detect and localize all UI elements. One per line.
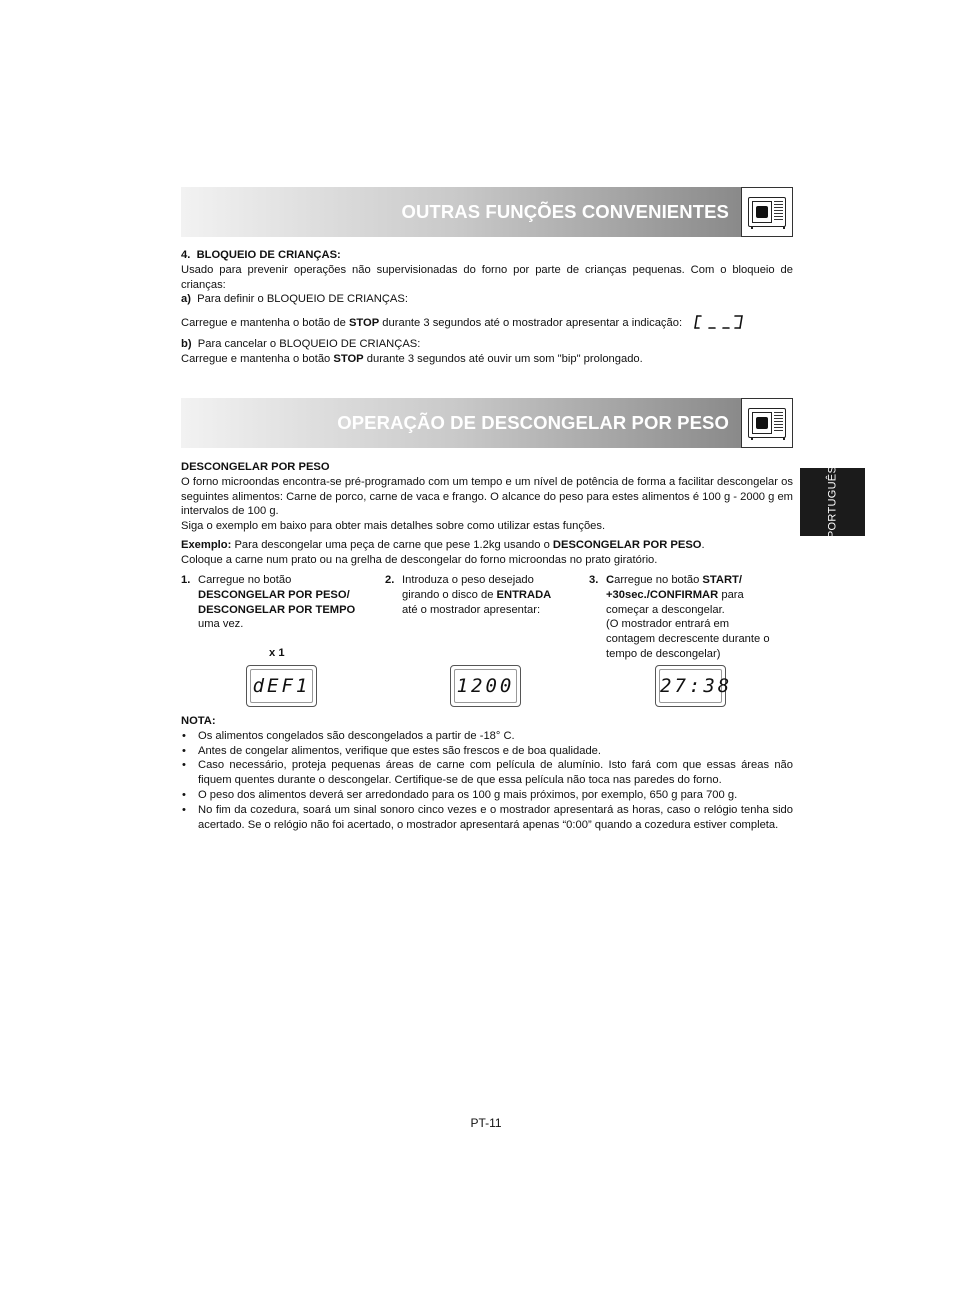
section-title: OPERAÇÃO DE DESCONGELAR POR PESO — [337, 412, 729, 433]
note-item: • Antes de congelar alimentos, verifique que estes são frescos e de boa qualidade. — [181, 744, 793, 759]
press-count: x 1 — [269, 647, 285, 659]
weight-defrost-section — [181, 460, 793, 568]
note-item: • O peso dos alimentos deverá ser arredondado para os 100 g mais próximos, por exemplo, 650 g para 700 g. — [181, 788, 793, 803]
example-line: Exemplo: Para descongelar uma peça de carne que pese 1.2kg usando o DESCONGELAR POR PESO. — [181, 538, 705, 551]
child-lock-step-b-body: Carregue e mantenha o botão STOP durante 3 segundos até ouvir um som "bip" prolongado. — [181, 352, 643, 365]
display-weight: 1200 — [450, 665, 521, 707]
weight-defrost-heading: DESCONGELAR POR PESO — [181, 461, 330, 473]
display-countdown: 27:38 — [655, 665, 726, 707]
child-lock-section — [181, 248, 793, 367]
example-line-2: Coloque a carne num prato ou na grelha de descongelar do forno microondas no prato giratório. — [181, 553, 658, 566]
language-tab: PORTUGUÊS — [800, 468, 865, 536]
notes-section — [181, 714, 793, 832]
microwave-oven-icon — [741, 398, 793, 448]
microwave-oven-icon — [741, 187, 793, 237]
child-lock-step-b: b) Para cancelar o BLOQUEIO DE CRIANÇAS: — [181, 337, 421, 350]
lock-indicator-icon — [691, 314, 747, 330]
section-banner-weight-defrost — [181, 398, 793, 448]
child-lock-heading: 4. BLOQUEIO DE CRIANÇAS: — [181, 249, 341, 261]
child-lock-step-a: a) Para definir o BLOQUEIO DE CRIANÇAS: — [181, 293, 408, 306]
weight-defrost-intro-2: Siga o exemplo em baixo para obter mais detalhes sobre como utilizar estas funções. — [181, 520, 606, 533]
child-lock-step-a-body: Carregue e mantenha o botão de STOP durante 3 segundos até o mostrador apresentar a indicação: — [181, 314, 793, 331]
notes-heading: NOTA: — [181, 715, 216, 727]
section-banner-convenient-functions — [181, 187, 793, 237]
note-item: • No fim da cozedura, soará um sinal sonoro cinco vezes e o mostrador apresentará as horas, caso o relógio tenha sido acertado. Se o relógio não foi acertado, o mostrador apresentará apenas “0:00” quando a cozedura estiver completa. — [181, 803, 793, 833]
note-item: • Caso necessário, proteja pequenas áreas de carne com película de alumínio. Isto fará com que essas áreas não fiquem quentes durante o descongelar. Certifique-se de que essa película não toca nas paredes do forno. — [181, 758, 793, 788]
child-lock-intro: Usado para prevenir operações não supervisionadas do forno por parte de crianças pequenas. Com o bloqueio de crianças: — [181, 263, 793, 291]
section-title: OUTRAS FUNÇÕES CONVENIENTES — [401, 201, 729, 222]
note-item: • Os alimentos congelados são descongelados a partir de -18° C. — [181, 729, 793, 744]
page-number: PT-11 — [470, 1116, 502, 1130]
weight-defrost-intro: O forno microondas encontra-se pré-programado com um tempo e um nível de potência de forma a facilitar descongelar os seguintes alimentos: Carne de porco, carne de vaca e frango. O alcance do peso para estes alimentos é 100 g - 2000 g em intervalos de 100 g. — [181, 475, 793, 518]
display-def1: dEF1 — [246, 665, 317, 707]
